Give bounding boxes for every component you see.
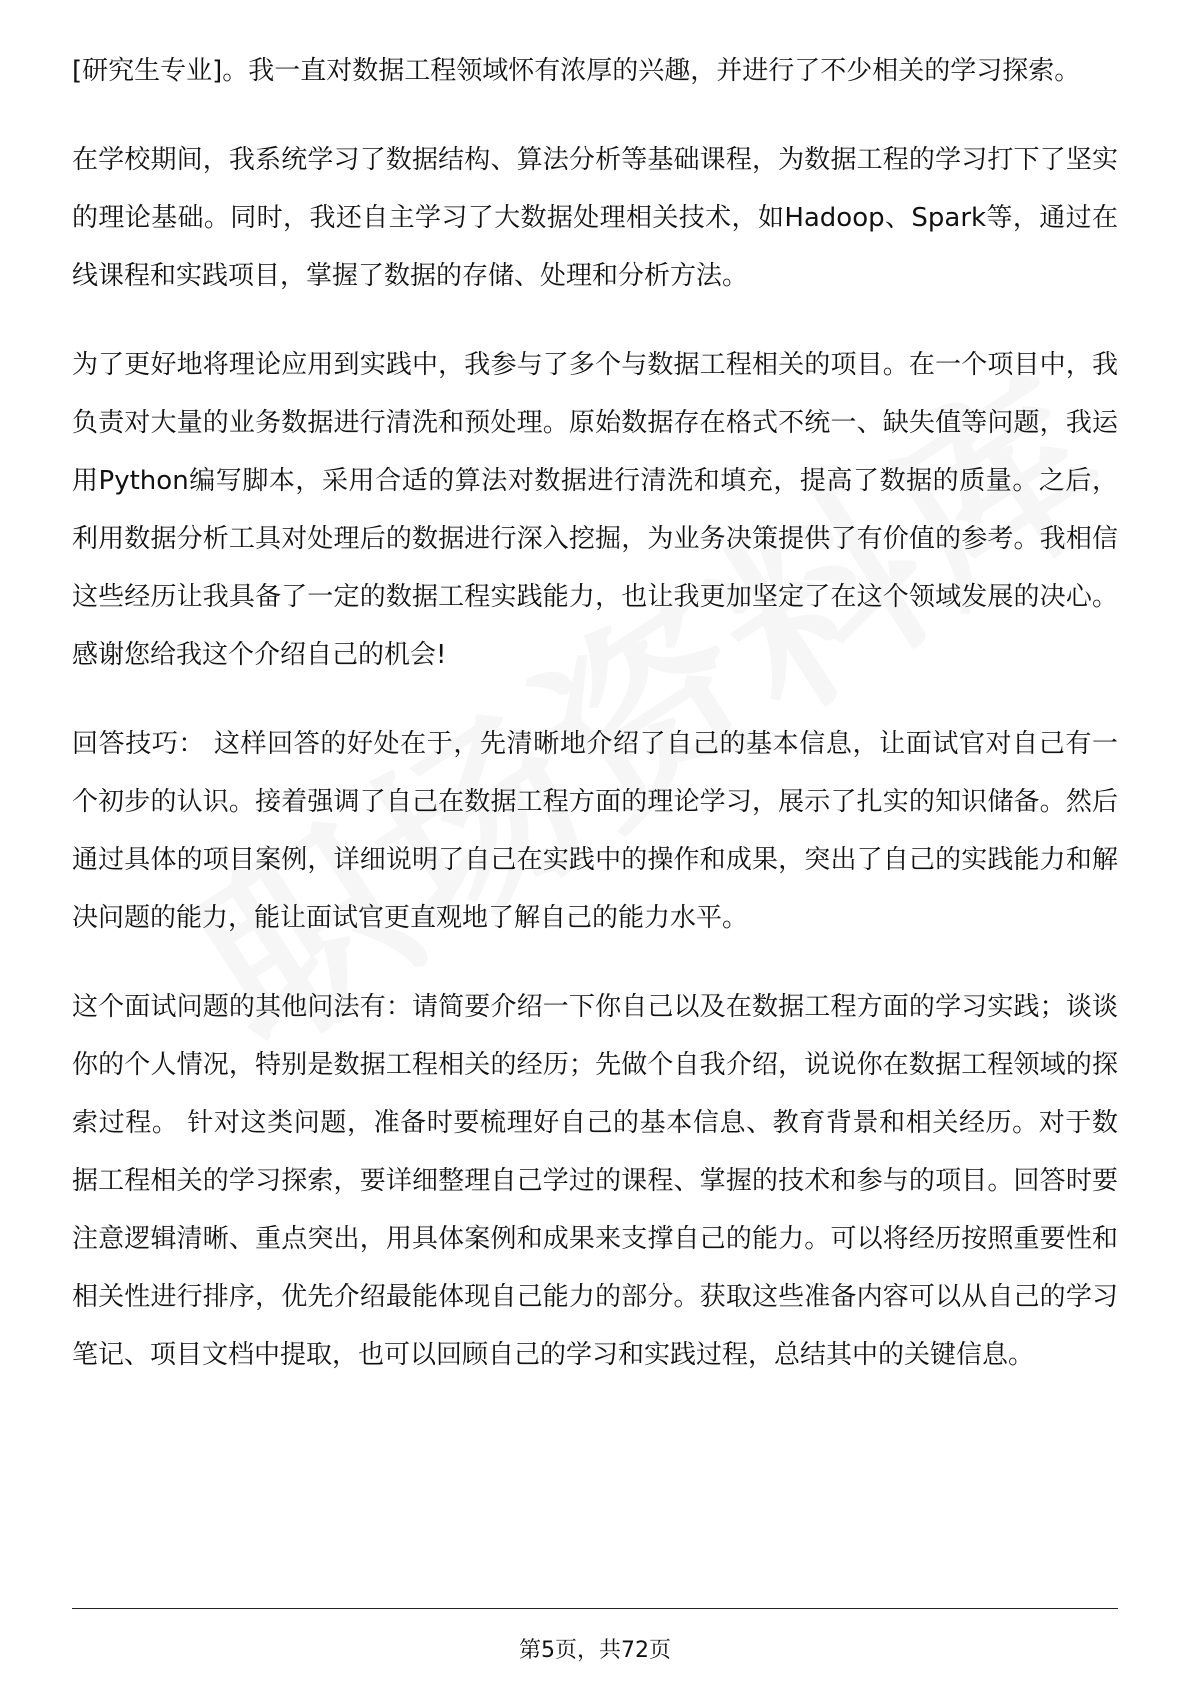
paragraph-2: 在学校期间，我系统学习了数据结构、算法分析等基础课程，为数据工程的学习打下了坚实的理论基础。同时，我还自主学习了大数据处理相关技术，如Hadoop、Spark等，通过在线课程和实践项目，掌握了数据的存储、处理和分析方法。: [72, 145, 1118, 291]
paragraph-3: 为了更好地将理论应用到实践中，我参与了多个与数据工程相关的项目。在一个项目中，我负责对大量的业务数据进行清洗和预处理。原始数据存在格式不统一、缺失值等问题，我运用Python编写脚本，采用合适的算法对数据进行清洗和填充，提高了数据的质量。之后，利用数据分析工具对处理后的数据进行深入挖掘，为业务决策提供了有价值的参考。我相信这些经历让我具备了一定的数据工程实践能力，也让我更加坚定了在这个领域发展的决心。感谢您给我这个介绍自己的机会!: [72, 350, 1118, 670]
footer-divider: [72, 1608, 1118, 1609]
document-body: [72, 42, 1118, 1415]
paragraph-4: 回答技巧： 这样回答的好处在于，先清晰地介绍了自己的基本信息，让面试官对自己有一个初步的认识。接着强调了自己在数据工程方面的理论学习，展示了扎实的知识储备。然后通过具体的项目案例，详细说明了自己在实践中的操作和成果，突出了自己的实践能力和解决问题的能力，能让面试官更直观地了解自己的能力水平。: [72, 729, 1118, 933]
paragraph-1: [研究生专业]。我一直对数据工程领域怀有浓厚的兴趣，并进行了不少相关的学习探索。: [72, 56, 1081, 86]
page-number: 第5页，共72页: [519, 1638, 671, 1663]
paragraph-5: 这个面试问题的其他问法有：请简要介绍一下你自己以及在数据工程方面的学习实践；谈谈你的个人情况，特别是数据工程相关的经历；先做个自我介绍，说说你在数据工程领域的探索过程。 针对这类问题，准备时要梳理好自己的基本信息、教育背景和相关经历。对于数据工程相关的学习探索，要详细整理自己学过的课程、掌握的技术和参与的项目。回答时要注意逻辑清晰、重点突出，用具体案例和成果来支撑自己的能力。可以将经历按照重要性和相关性进行排序，优先介绍最能体现自己能力的部分。获取这些准备内容可以从自己的学习笔记、项目文档中提取，也可以回顾自己的学习和实践过程，总结其中的关键信息。: [72, 992, 1118, 1370]
